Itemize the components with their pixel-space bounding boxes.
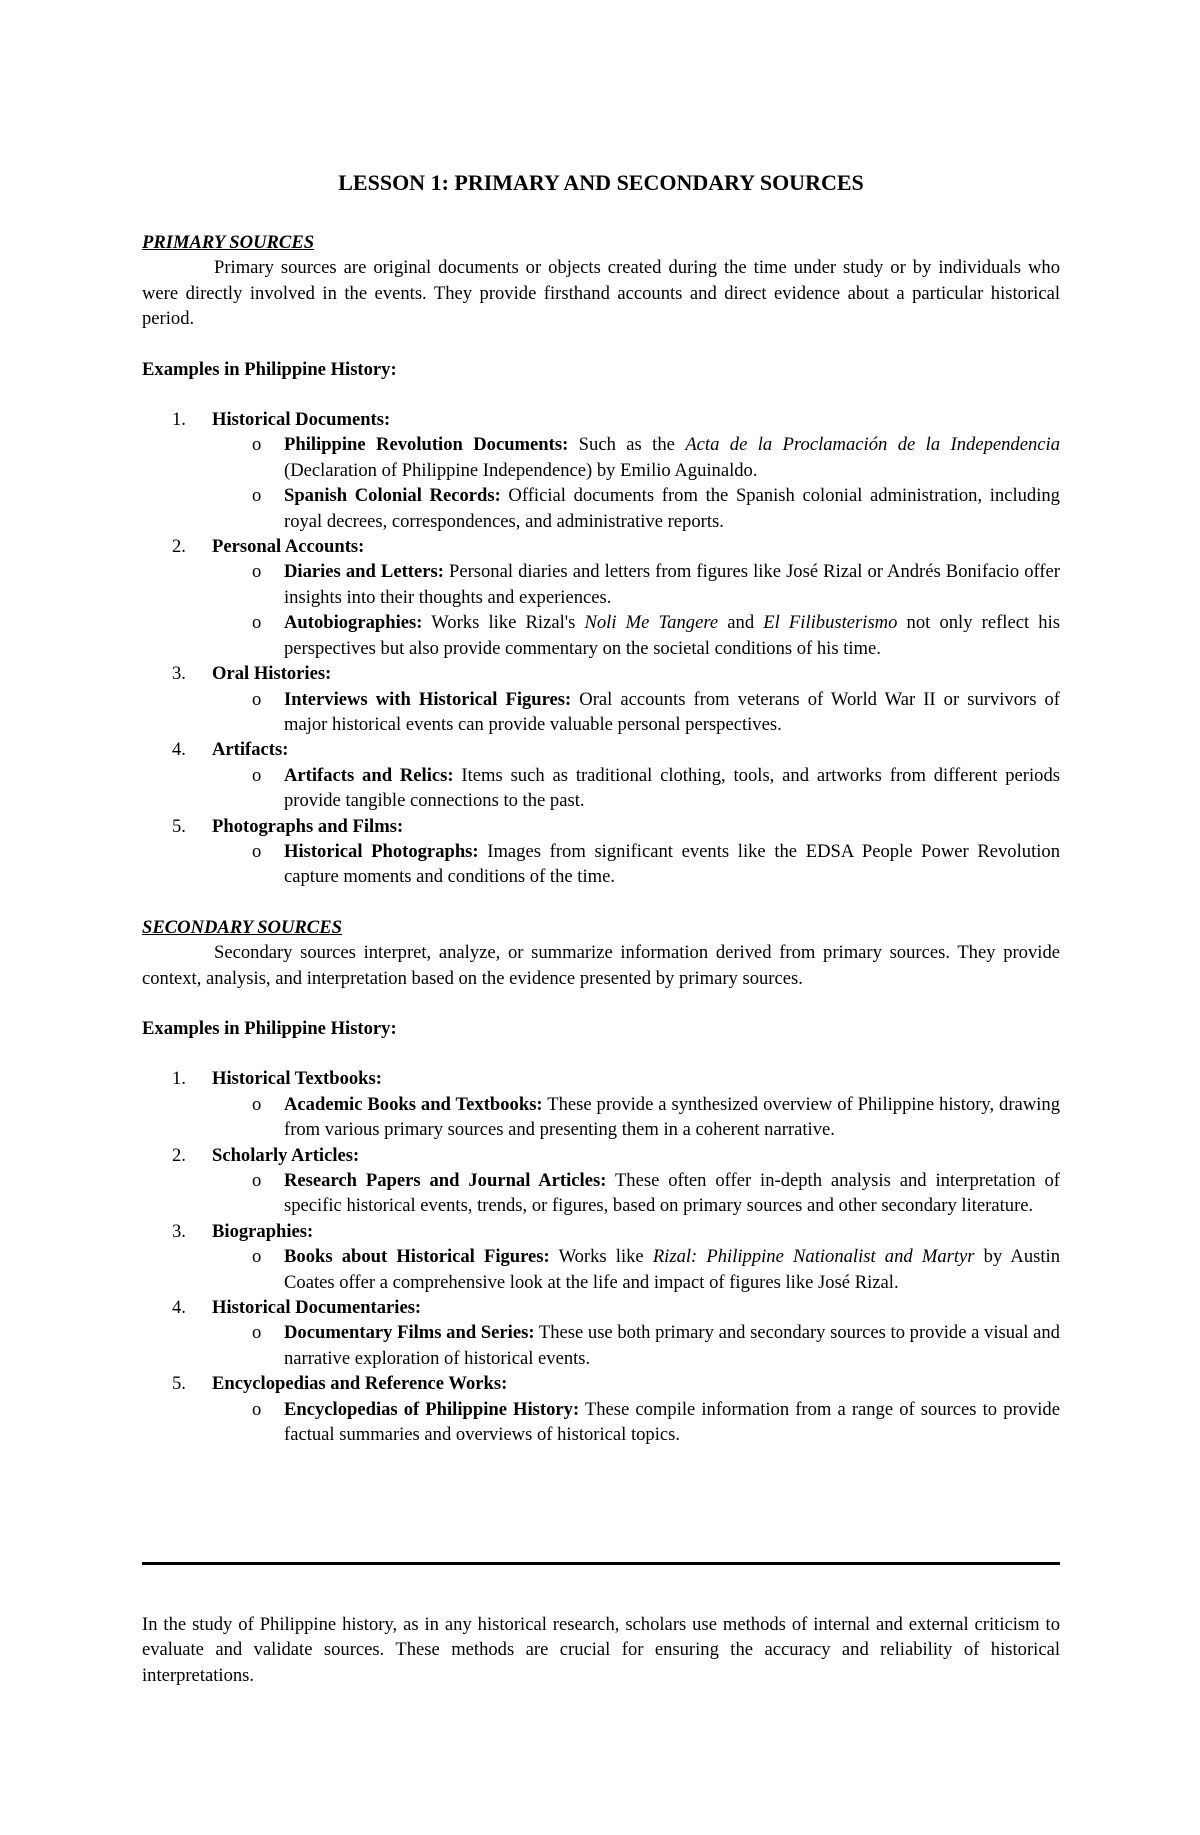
- sub-item-term: Documentary Films and Series:: [284, 1322, 535, 1344]
- list-item-number: 2.: [172, 1144, 186, 1166]
- sub-item-title-italic: Noli Me Tangere: [584, 612, 719, 634]
- document-content: [142, 170, 1060, 1447]
- sub-list-item: [252, 559, 1060, 610]
- page-title: LESSON 1: PRIMARY AND SECONDARY SOURCES: [338, 170, 864, 195]
- sub-list-item: [252, 483, 1060, 534]
- sub-list: [252, 1320, 1060, 1371]
- sub-item-title-italic: Rizal: Philippine Nationalist and Martyr: [652, 1246, 975, 1268]
- sub-item-term: Research Papers and Journal Articles:: [284, 1170, 607, 1191]
- sub-list: [252, 432, 1060, 534]
- section-gap: [142, 890, 1060, 915]
- bullet-icon: o: [252, 485, 262, 507]
- list-item: [142, 1143, 1060, 1219]
- sub-list: [252, 1168, 1060, 1219]
- list-item-title: Historical Documents:: [212, 409, 391, 431]
- sub-list-item: [252, 432, 1060, 483]
- sub-list-item: [252, 1397, 1060, 1448]
- sub-item-text: not only reflect his perspectives but also provide commentary on the societal conditions of his time.: [284, 612, 1060, 659]
- secondary-sources-intro: Secondary sources interpret, analyze, or summarize information derived from primary sources. They provide context, analysis, and interpretation based on the evidence presented by primary sources.: [142, 942, 1060, 989]
- list-item: [142, 1066, 1060, 1142]
- list-item: [142, 661, 1060, 737]
- sub-item-text: Personal diaries and letters from figures like José Rizal or Andrés Bonifacio offer insights into their thoughts and experiences.: [284, 561, 1060, 608]
- sub-item-text: Oral accounts from veterans of World War II or survivors of major historical events can provide valuable personal perspectives.: [284, 688, 1060, 735]
- list-item-title: Encyclopedias and Reference Works:: [212, 1373, 508, 1395]
- list-item-title: Biographies:: [212, 1220, 314, 1242]
- sub-list: [252, 763, 1060, 814]
- sub-item-term: Diaries and Letters:: [284, 561, 444, 583]
- bullet-icon: o: [252, 764, 262, 786]
- list-item-number: 3.: [172, 663, 186, 685]
- list-item: [142, 1219, 1060, 1295]
- sub-item-text: These often offer in-depth analysis and interpretation of specific historical events, trends, or figures, based on primary sources and other secondary literature.: [284, 1170, 1060, 1217]
- bullet-icon: o: [252, 840, 262, 862]
- sub-list: [252, 1092, 1060, 1143]
- list-item-number: 4.: [172, 739, 186, 761]
- sub-list: [252, 687, 1060, 738]
- sub-item-term: Encyclopedias of Philippine History:: [284, 1398, 580, 1420]
- sub-list: [252, 1397, 1060, 1448]
- list-item-number: 1.: [172, 1068, 186, 1090]
- list-item-title: Personal Accounts:: [212, 536, 365, 558]
- sub-item-text: These compile information from a range of sources to provide factual summaries and overviews of historical topics.: [284, 1398, 1060, 1446]
- sub-list-item: [252, 839, 1060, 890]
- sub-item-text: Works like Rizal's: [422, 612, 585, 634]
- sub-item-text: Images from significant events like the EDSA People Power Revolution capture moments and conditions of the time.: [284, 840, 1060, 888]
- sub-item-term: Academic Books and Textbooks:: [284, 1093, 543, 1115]
- sub-item-text: by Austin Coates offer a comprehensive look at the life and impact of figures like José Rizal.: [284, 1246, 1060, 1293]
- sub-item-text: Items such as traditional clothing, tools, and artworks from different periods provide tangible connections to the past.: [284, 764, 1060, 812]
- sub-item-title-italic: El Filibusterismo: [763, 612, 898, 634]
- sub-item-term: Artifacts and Relics:: [284, 764, 454, 786]
- sub-item-text: These use both primary and secondary sources to provide a visual and narrative exploration of historical events.: [284, 1322, 1060, 1369]
- sub-item-term: Spanish Colonial Records:: [284, 485, 501, 507]
- list-item-number: 4.: [172, 1297, 186, 1319]
- list-item-number: 1.: [172, 409, 186, 431]
- sub-item-text: Such as the: [568, 434, 686, 456]
- list-item-number: 2.: [172, 536, 186, 558]
- list-item: [142, 1371, 1060, 1447]
- primary-examples-list: [142, 407, 1060, 890]
- sub-list-item: [252, 1092, 1060, 1143]
- sub-item-text: Official documents from the Spanish colonial administration, including royal decrees, correspondences, and administrative reports.: [284, 485, 1060, 532]
- sub-item-text: (Declaration of Philippine Independence) by Emilio Aguinaldo.: [284, 459, 758, 481]
- sub-item-text: These provide a synthesized overview of Philippine history, drawing from various primary sources and presenting them in a coherent narrative.: [284, 1093, 1060, 1141]
- bullet-icon: o: [252, 1322, 262, 1344]
- list-item-title: Historical Documentaries:: [212, 1297, 422, 1319]
- list-item-number: 5.: [172, 1373, 186, 1395]
- sub-list-item: [252, 1244, 1060, 1295]
- sub-item-term: Historical Photographs:: [284, 840, 479, 862]
- sub-list: [252, 1244, 1060, 1295]
- sub-item-term: Philippine Revolution Documents:: [284, 434, 569, 456]
- list-item-number: 5.: [172, 815, 186, 837]
- list-item-title: Oral Histories:: [212, 663, 332, 685]
- sub-list-item: [252, 610, 1060, 661]
- list-item-number: 3.: [172, 1220, 186, 1242]
- bullet-icon: o: [252, 434, 262, 456]
- list-item: [142, 737, 1060, 813]
- list-item: [142, 407, 1060, 534]
- bullet-icon: o: [252, 1170, 262, 1191]
- secondary-examples-list: [142, 1066, 1060, 1447]
- sub-item-term: Books about Historical Figures:: [284, 1246, 550, 1268]
- sub-item-term: Autobiographies:: [284, 612, 423, 634]
- list-item: [142, 534, 1060, 661]
- list-item-title: Scholarly Articles:: [212, 1144, 360, 1166]
- primary-sources-intro: Primary sources are original documents or objects created during the time under study or by individuals who were directly involved in the events. They provide firsthand accounts and direct evidence about a particular historical period.: [142, 257, 1060, 330]
- bullet-icon: o: [252, 612, 262, 634]
- bullet-icon: o: [252, 1398, 262, 1420]
- bullet-icon: o: [252, 1246, 262, 1268]
- primary-examples-heading: Examples in Philippine History:: [142, 358, 397, 380]
- sub-item-text: Works like: [549, 1246, 653, 1268]
- secondary-examples-heading: Examples in Philippine History:: [142, 1017, 397, 1039]
- horizontal-rule: [142, 1562, 1060, 1565]
- bullet-icon: o: [252, 561, 262, 583]
- list-item: [142, 1295, 1060, 1371]
- closing-paragraph: In the study of Philippine history, as in any historical research, scholars use methods of internal and external criticism to evaluate and validate sources. These methods are crucial for ensuring the accuracy and reliability of historical interpretations.: [142, 1614, 1060, 1686]
- sub-item-term: Interviews with Historical Figures:: [284, 688, 572, 710]
- secondary-sources-section: [142, 915, 1060, 1448]
- list-item-title: Historical Textbooks:: [212, 1068, 382, 1090]
- list-item-title: Artifacts:: [212, 739, 289, 761]
- sub-item-text: and: [718, 612, 764, 634]
- sub-list: [252, 839, 1060, 890]
- primary-sources-section: [142, 230, 1060, 890]
- bullet-icon: o: [252, 1093, 262, 1115]
- sub-list: [252, 559, 1060, 661]
- secondary-sources-heading: SECONDARY SOURCES: [142, 916, 342, 938]
- sub-list-item: [252, 1320, 1060, 1371]
- list-item-title: Photographs and Films:: [212, 815, 404, 837]
- bullet-icon: o: [252, 688, 262, 710]
- list-item: [142, 814, 1060, 890]
- sub-list-item: [252, 763, 1060, 814]
- primary-sources-heading: PRIMARY SOURCES: [142, 232, 315, 253]
- sub-list-item: [252, 1168, 1060, 1219]
- sub-list-item: [252, 687, 1060, 738]
- sub-item-title-italic: Acta de la Proclamación de la Independencia: [685, 434, 1060, 456]
